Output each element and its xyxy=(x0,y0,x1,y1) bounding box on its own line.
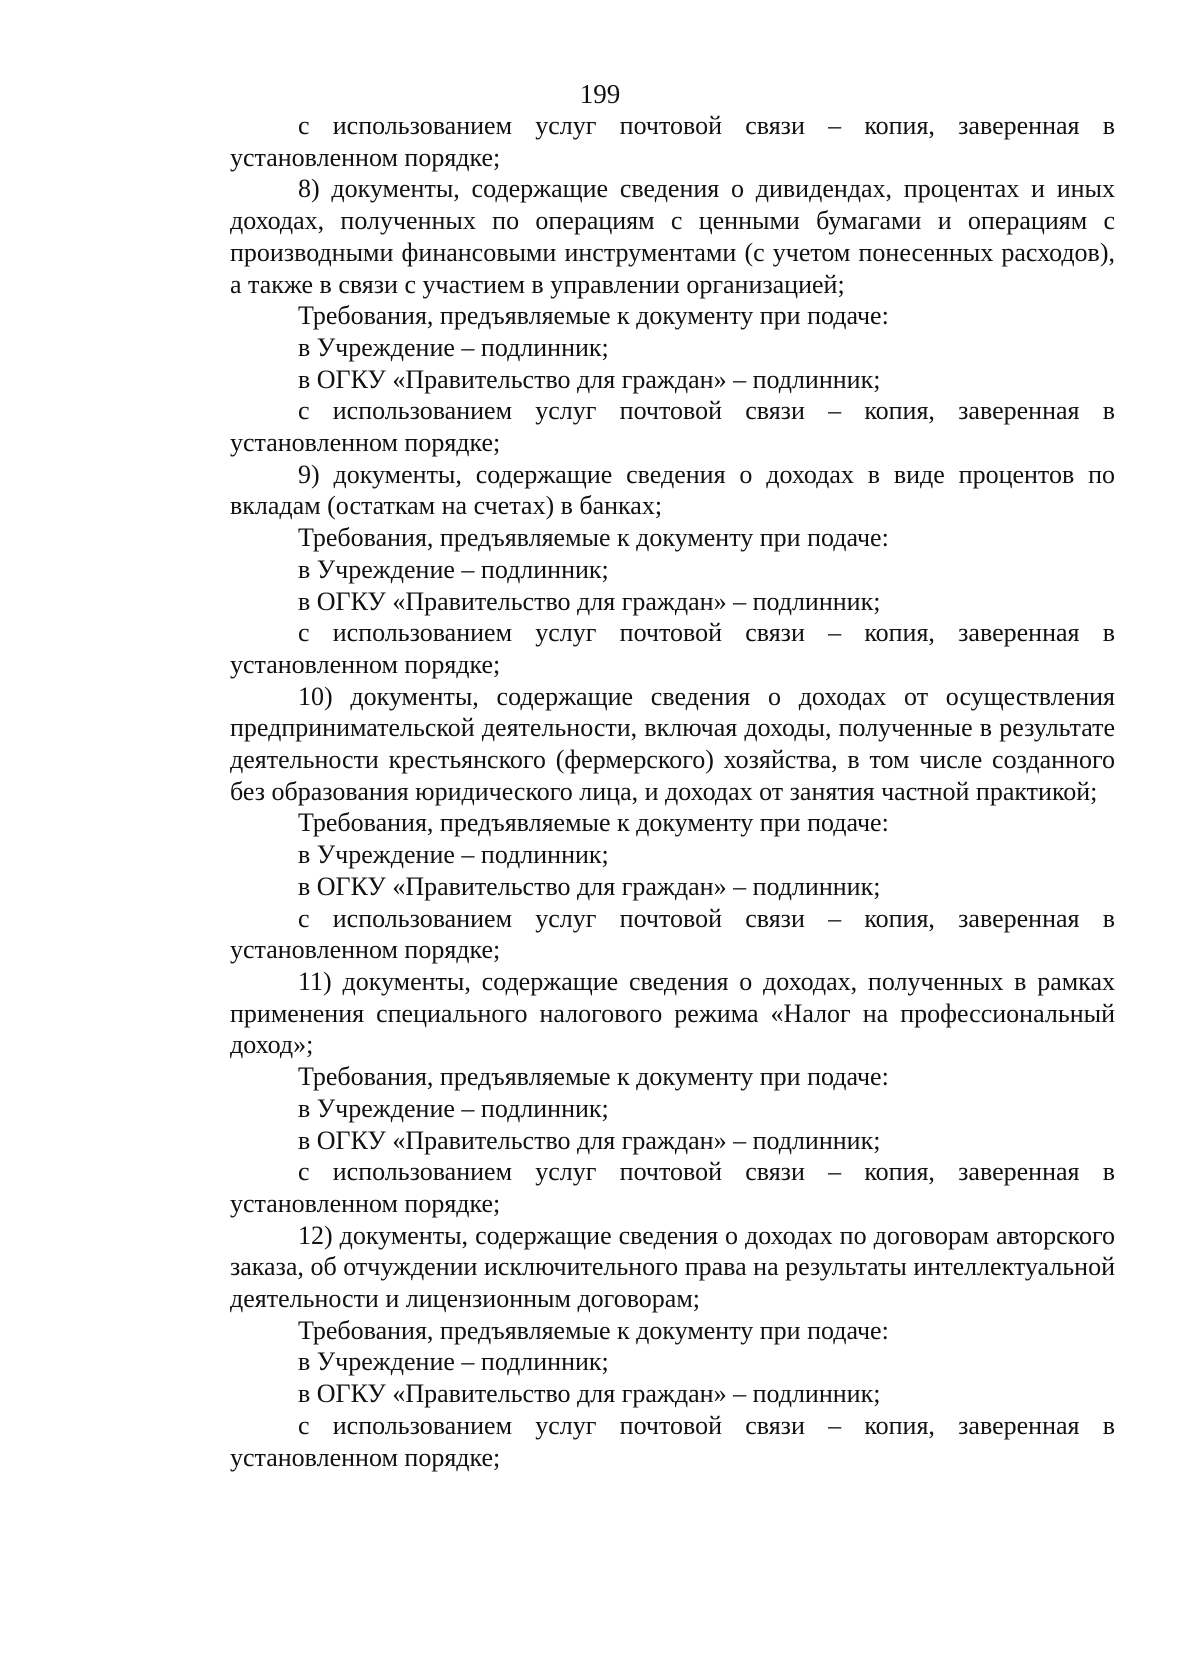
paragraph: в ОГКУ «Правительство для граждан» – подлинник; xyxy=(298,1379,881,1409)
paragraph: Требования, предъявляемые к документу при подаче: xyxy=(298,523,889,553)
paragraph: Требования, предъявляемые к документу при подаче: xyxy=(298,1062,889,1092)
paragraph: с использованием услуг почтовой связи – копия, заверенная в установленном порядке; xyxy=(230,396,1115,458)
paragraph: с использованием услуг почтовой связи – копия, заверенная в установленном порядке; xyxy=(230,1410,1115,1472)
paragraph: 9) документы, содержащие сведения о доходах в виде процентов по вкладам (остаткам на счетах) в банках; xyxy=(230,459,1115,521)
paragraph: 8) документы, содержащие сведения о дивидендах, процентах и иных доходах, полученных по операциям с ценными бумагами и операциям с производными финансовыми инструментами (с учетом понесенных расходов), а также в связи с участием в управлении организацией; xyxy=(230,174,1115,299)
paragraph: Требования, предъявляемые к документу при подаче: xyxy=(298,1315,889,1345)
paragraph: в ОГКУ «Правительство для граждан» – подлинник; xyxy=(298,586,881,616)
paragraph: с использованием услуг почтовой связи – копия, заверенная в установленном порядке; xyxy=(230,111,1115,172)
paragraph: Требования, предъявляемые к документу при подаче: xyxy=(298,808,889,838)
paragraph: Требования, предъявляемые к документу при подаче: xyxy=(298,301,889,331)
paragraph: с использованием услуг почтовой связи – копия, заверенная в установленном порядке; xyxy=(230,618,1115,679)
paragraph: в Учреждение – подлинник; xyxy=(298,840,609,870)
paragraph: с использованием услуг почтовой связи – копия, заверенная в установленном порядке; xyxy=(230,1157,1115,1218)
paragraph: в Учреждение – подлинник; xyxy=(298,332,609,362)
paragraph: 10) документы, содержащие сведения о доходах от осуществления предпринимательской деятельности, включая доходы, полученные в результате деятельности крестьянского (фермерского) хозяйства, в том числе созданного без образования юридического лица, и доходах от занятия частной практикой; xyxy=(230,681,1115,806)
paragraph: 12) документы, содержащие сведения о доходах по договорам авторского заказа, об отчуждении исключительного права на результаты интеллектуальной деятельности и лицензионным договорам; xyxy=(230,1220,1115,1314)
paragraph: в Учреждение – подлинник; xyxy=(298,1347,609,1377)
paragraph: в Учреждение – подлинник; xyxy=(298,554,609,584)
page-number: 199 xyxy=(579,79,621,109)
paragraph: в ОГКУ «Правительство для граждан» – подлинник; xyxy=(298,871,881,901)
paragraph: в ОГКУ «Правительство для граждан» – подлинник; xyxy=(298,1125,881,1155)
paragraph: в ОГКУ «Правительство для граждан» – подлинник; xyxy=(298,364,881,394)
paragraph: 11) документы, содержащие сведения о доходах, полученных в рамках применения специального налогового режима «Налог на профессиональный доход»; xyxy=(230,966,1115,1060)
paragraph: с использованием услуг почтовой связи – копия, заверенная в установленном порядке; xyxy=(230,903,1115,965)
paragraph: в Учреждение – подлинник; xyxy=(298,1093,609,1123)
document-body xyxy=(230,110,1115,1473)
